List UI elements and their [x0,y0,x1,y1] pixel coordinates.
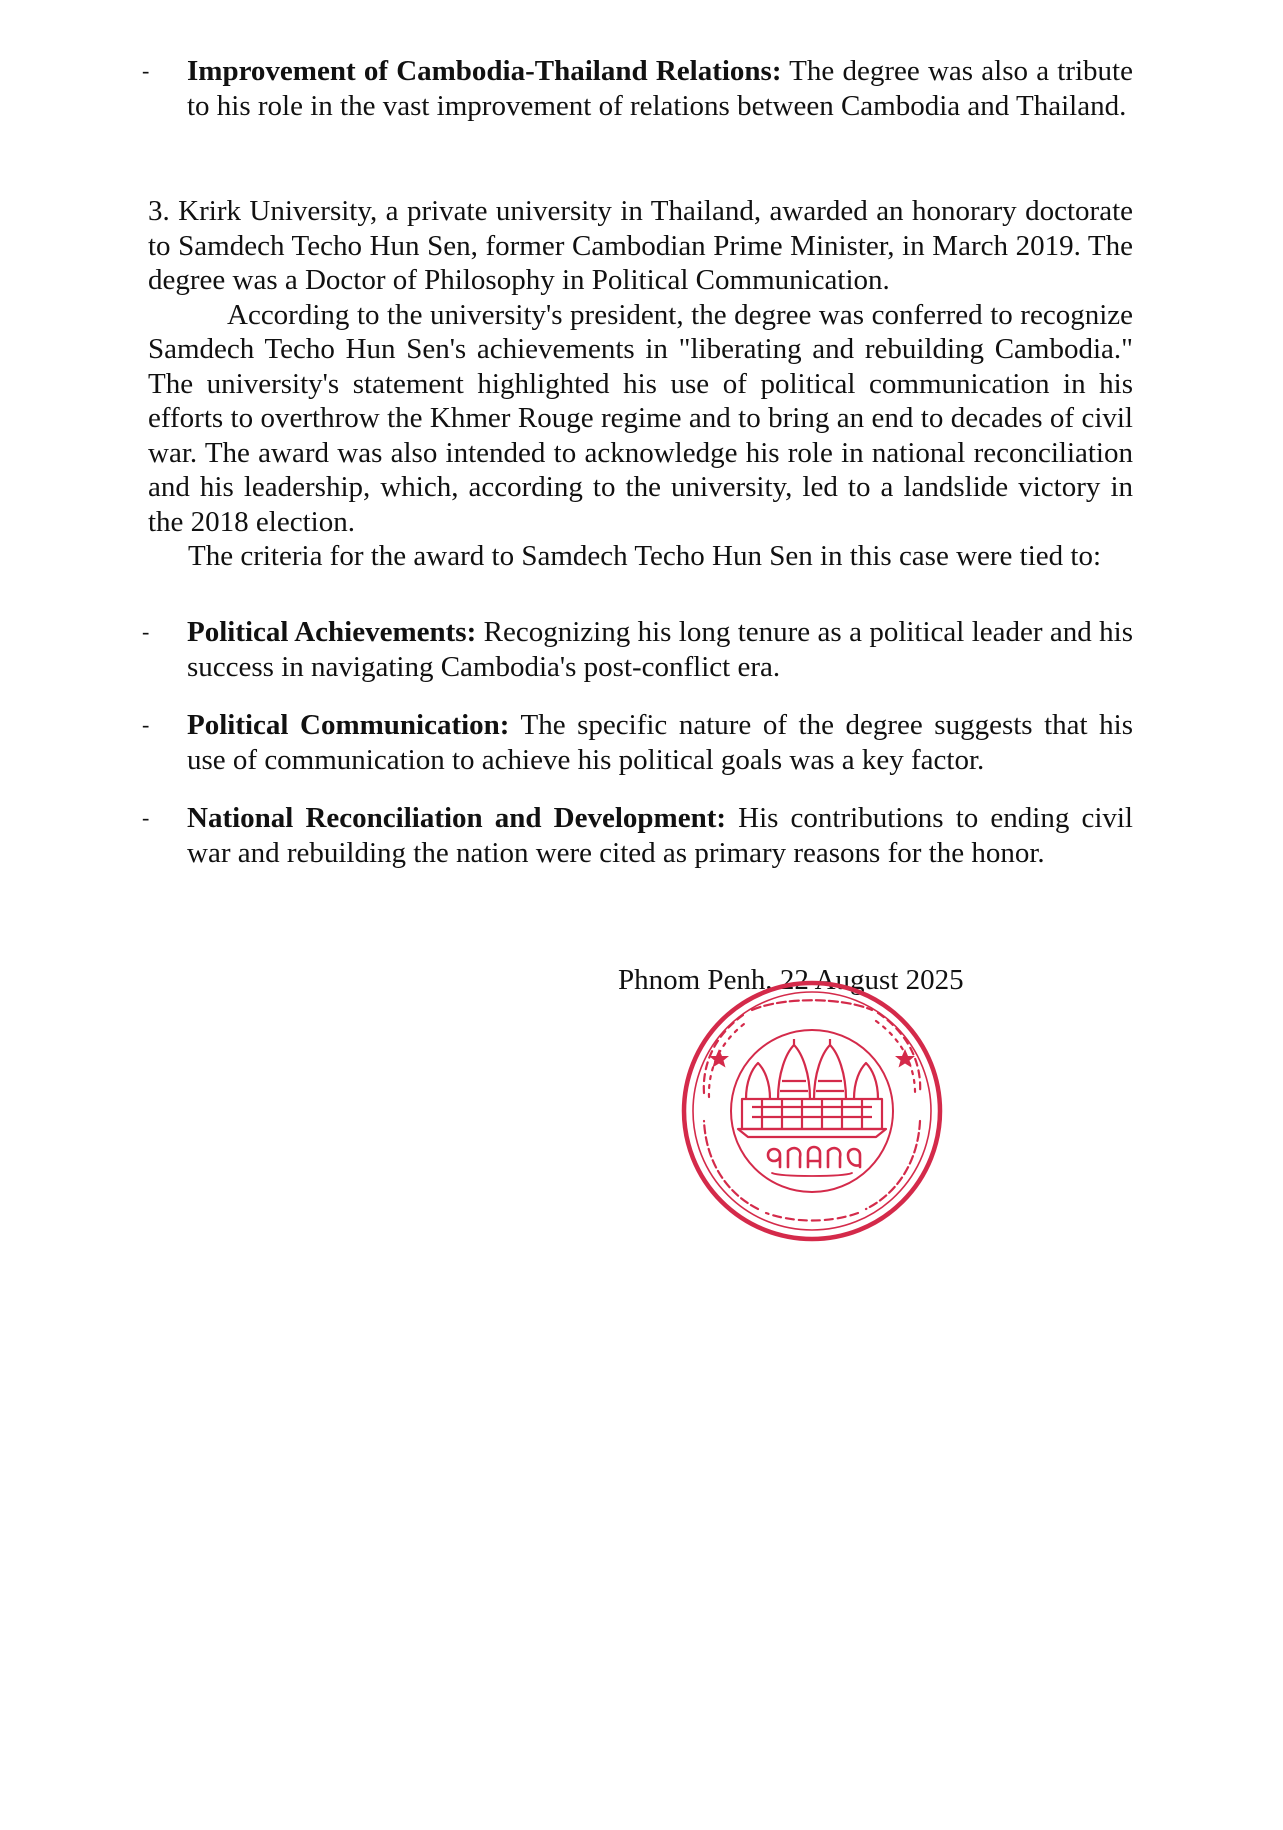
official-seal [680,980,944,1242]
bullet-item-communication [142,708,1133,777]
bullet-heading: Improvement of Cambodia-Thailand Relations: [187,55,782,87]
bullet-marker: - [142,619,150,644]
bullet-heading: Political Communication: [187,709,510,741]
bullet-paragraph [187,801,1133,870]
seal-star-icon [709,1049,915,1068]
angkor-wat-temple-icon [738,1039,886,1137]
bullet-text: The degree was also a tribute to his role in the vast improvement of relations between Cambodia and Thailand. [187,55,1133,122]
seal-rings [684,983,940,1239]
bullet-marker: - [142,712,150,737]
bullet-text: His contributions to ending civil war and rebuilding the nation were cited as primary reasons for the honor. [187,802,1133,869]
bullet-marker: - [142,58,150,83]
bullet-paragraph [187,615,1133,684]
bullet-item-relations [142,54,1133,123]
section-3-intro: 3. Krirk University, a private university in Thailand, awarded an honorary doctorate to Samdech Techo Hun Sen, former Cambodian Prime Minister, in March 2019. The degree was a Doctor of Philosophy in Political Communication. [148,195,1133,296]
section-3-criteria-intro: The criteria for the award to Samdech Techo Hun Sen in this case were tied to: [188,540,1102,572]
bullet-heading: National Reconciliation and Development: [187,802,727,834]
section-3 [148,194,1133,574]
bullet-text: Recognizing his long tenure as a political leader and his success in navigating Cambodia's post-conflict era. [187,616,1134,683]
section-3-president-paragraph: According to the university's president, the degree was conferred to recognize Samdech Techo Hun Sen's achievements in "liberating and rebuilding Cambodia." The university's statement highlighted his use of political communication in his efforts to overthrow the Khmer Rouge regime and to bring an end to decades of civil war. The award was also intended to acknowledge his role in national reconciliation and his leadership, which, according to the university, led to a landslide victory in the 2018 election. [148,298,1133,538]
bullet-item-reconciliation [142,801,1133,870]
bullet-heading: Political Achievements: [187,616,477,648]
bullet-text: The specific nature of the degree suggests that his use of communication to achieve his political goals was a key factor. [187,709,1133,776]
bullet-marker: - [142,805,150,830]
seal-ring-lettering [704,1000,920,1220]
bullet-paragraph [187,708,1133,777]
place-date: Phnom Penh, 22 August 2025 [618,964,964,996]
seal-center-lettering [768,1147,860,1176]
bullet-paragraph [187,54,1133,123]
bullet-item-achievements [142,615,1134,684]
